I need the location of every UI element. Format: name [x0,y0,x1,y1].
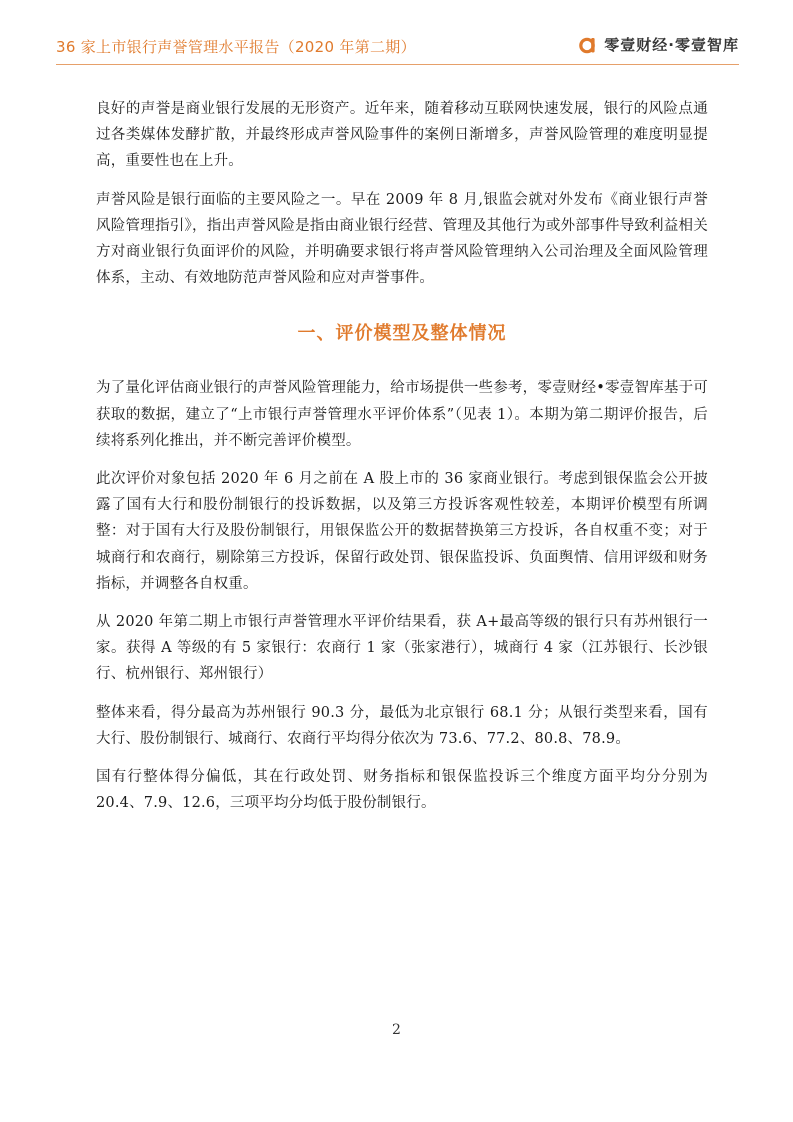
report-title: 36 家上市银行声誉管理水平报告（2020 年第二期） [56,38,416,56]
page-header [0,0,793,66]
brand-logo-icon [578,35,598,55]
body-paragraph: 国有行整体得分偏低，其在行政处罚、财务指标和银保监投诉三个维度方面平均分分别为 20.4、7.9、12.6，三项平均分均低于股份制银行。 [96,769,708,812]
page-body [96,96,708,828]
body-paragraph: 为了量化评估商业银行的声誉风险管理能力，给市场提供一些参考，零壹财经•零壹智库基于可获取的数据，建立了“上市银行声誉管理水平评价体系”（见表 1）。本期为第二期评价报告，后续将系列化推出，并不断完善评价模型。 [96,380,708,449]
body-paragraph: 从 2020 年第二期上市银行声誉管理水平评价结果看，获 A+最高等级的银行只有苏州银行一家。获得 A 等级的有 5 家银行：农商行 1 家（张家港行），城商行 4 家（江苏银行、长沙银行、杭州银行、郑州银行） [96,614,708,683]
header-divider [56,64,739,65]
brand [578,34,739,55]
page-number: 2 [392,1022,401,1038]
intro-paragraph: 声誉风险是银行面临的主要风险之一。早在 2009 年 8 月,银监会就对外发布《商业银行声誉风险管理指引》，指出声誉风险是指由商业银行经营、管理及其他行为或外部事件导致利益相关方对商业银行负面评价的风险，并明确要求银行将声誉风险管理纳入公司治理及全面风险管理体系，主动、有效地防范声誉风险和应对声誉事件。 [96,191,708,287]
brand-name: 零壹财经·零壹智库 [604,36,739,54]
body-paragraph: 整体来看，得分最高为苏州银行 90.3 分，最低为北京银行 68.1 分；从银行类型来看，国有大行、股份制银行、城商行、农商行平均得分依次为 73.6、77.2、80.8、78.9。 [96,704,708,747]
intro-paragraph: 良好的声誉是商业银行发展的无形资产。近年来，随着移动互联网快速发展，银行的风险点通过各类媒体发酵扩散，并最终形成声誉风险事件的案例日渐增多，声誉风险管理的难度明显提高，重要性也在上升。 [96,101,708,170]
body-paragraph: 此次评价对象包括 2020 年 6 月之前在 A 股上市的 36 家商业银行。考虑到银保监会公开披露了国有大行和股份制银行的投诉数据，以及第三方投诉客观性较差，本期评价模型有所调整：对于国有大行及股份制银行，用银保监公开的数据替换第三方投诉，各自权重不变；对于城商行和农商行，剔除第三方投诉，保留行政处罚、银保监投诉、负面舆情、信用评级和财务指标，并调整各自权重。 [96,471,708,592]
section-heading: 一、评价模型及整体情况 [297,323,507,345]
